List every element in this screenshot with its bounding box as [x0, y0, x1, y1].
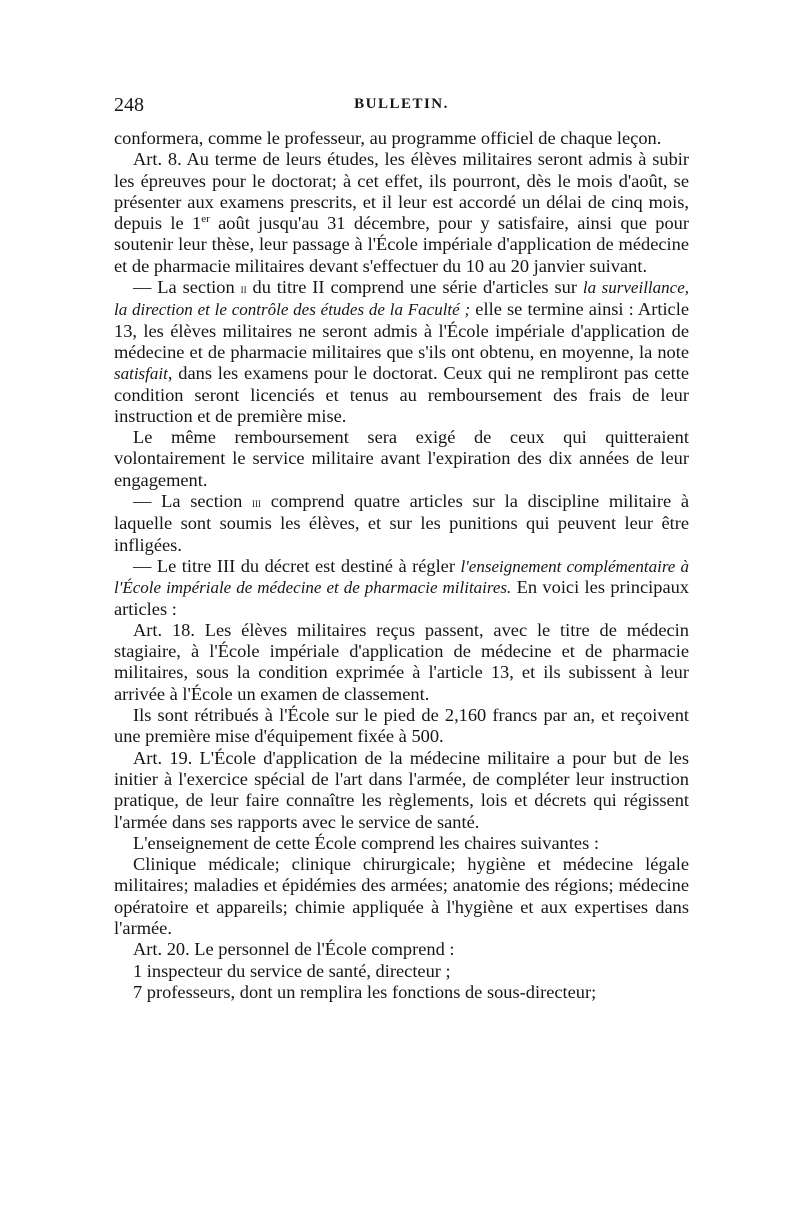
- roman-numeral: ii: [240, 281, 247, 297]
- italic-phrase: la surveillance, la direction et le contrôle des études de la Faculté ;: [114, 278, 689, 320]
- paragraph-chaires-list: Clinique médicale; clinique chirurgicale; hygiène et médecine légale militaires; maladies et épidémies des armées; anatomie des régions; médecine opératoire et appareils; chimie appliquée à l'hygiène et aux expertises dans l'armée.: [114, 854, 689, 938]
- paragraph-article-8: Art. 8. Au terme de leurs études, les élèves militaires seront admis à subir les épreuves pour le doctorat; à cet effet, ils pourront, dès le mois d'août, se présenter aux examens prescrits, et il leur est accordé un délai de cinq mois, depuis le 1er août jusqu'au 31 décembre, pour y satisfaire, ainsi que pour soutenir leur thèse, leur passage à l'École impériale d'application de médecine et de pharmacie militaires devant s'effectuer du 10 au 20 janvier suivant.: [114, 149, 689, 276]
- superscript-er: er: [201, 213, 210, 226]
- page-header: [114, 94, 689, 124]
- running-title: BULLETIN.: [354, 96, 449, 112]
- body-text: [114, 128, 689, 1003]
- paragraph-section-iii: — La section iii comprend quatre articles sur la discipline militaire à laquelle sont soumis les élèves, et sur les punitions qui peuvent leur être infligées.: [114, 491, 689, 555]
- italic-phrase: l'enseignement complémentaire à l'École impériale de médecine et de pharmacie militaires.: [114, 556, 689, 598]
- roman-numeral: iii: [252, 495, 262, 511]
- paragraph-section-ii: — La section ii du titre II comprend une série d'articles sur la surveillance, la direction et le contrôle des études de la Faculté ; elle se termine ainsi : Article 13, les élèves militaires ne seront admis à l'École impériale d'application de médecine et de pharmacie militaires que s'ils ont obtenu, en moyenne, la note satisfait, dans les examens pour le doctorat. Ceux qui ne rempliront pas cette condition seront licenciés et tenus au remboursement des frais de leur instruction et de première mise.: [114, 277, 689, 426]
- paragraph-article-20: Art. 20. Le personnel de l'École comprend :: [133, 939, 455, 960]
- paragraph-article-18: Art. 18. Les élèves militaires reçus passent, avec le titre de médecin stagiaire, à l'École impériale d'application de médecine et de pharmacie militaires, sous la condition exprimée à l'article 13, et ils subissent à leur arrivée à l'École un examen de classement.: [114, 619, 689, 704]
- paragraph-titre-iii: — Le titre III du décret est destiné à régler l'enseignement complémentaire à l'École impériale de médecine et de pharmacie militaires. En voici les principaux articles :: [114, 555, 689, 619]
- paragraph-remboursement: Le même remboursement sera exigé de ceux qui quitteraient volontairement le service militaire avant l'expiration des dix années de leur engagement.: [114, 427, 689, 490]
- paragraph-article-19: Art. 19. L'École d'application de la médecine militaire a pour but de les initier à l'exercice spécial de l'art dans l'armée, de compléter leur instruction pratique, de leur faire connaître les règlements, lois et décrets qui régissent l'armée dans ses rapports avec le service de santé.: [114, 747, 689, 832]
- document-page: [114, 94, 689, 1003]
- list-item: 7 professeurs, dont un remplira les fonctions de sous-directeur;: [133, 981, 597, 1002]
- paragraph-continuation: conformera, comme le professeur, au programme officiel de chaque leçon.: [114, 128, 662, 148]
- page-number: 248: [114, 94, 144, 116]
- italic-word: satisfait: [114, 364, 168, 384]
- paragraph-chaires-intro: L'enseignement de cette École comprend les chaires suivantes :: [133, 832, 599, 853]
- list-item: 1 inspecteur du service de santé, directeur ;: [133, 960, 451, 981]
- paragraph-retribution: Ils sont rétribués à l'École sur le pied de 2,160 francs par an, et reçoivent une première mise d'équipement fixée à 500.: [114, 705, 689, 747]
